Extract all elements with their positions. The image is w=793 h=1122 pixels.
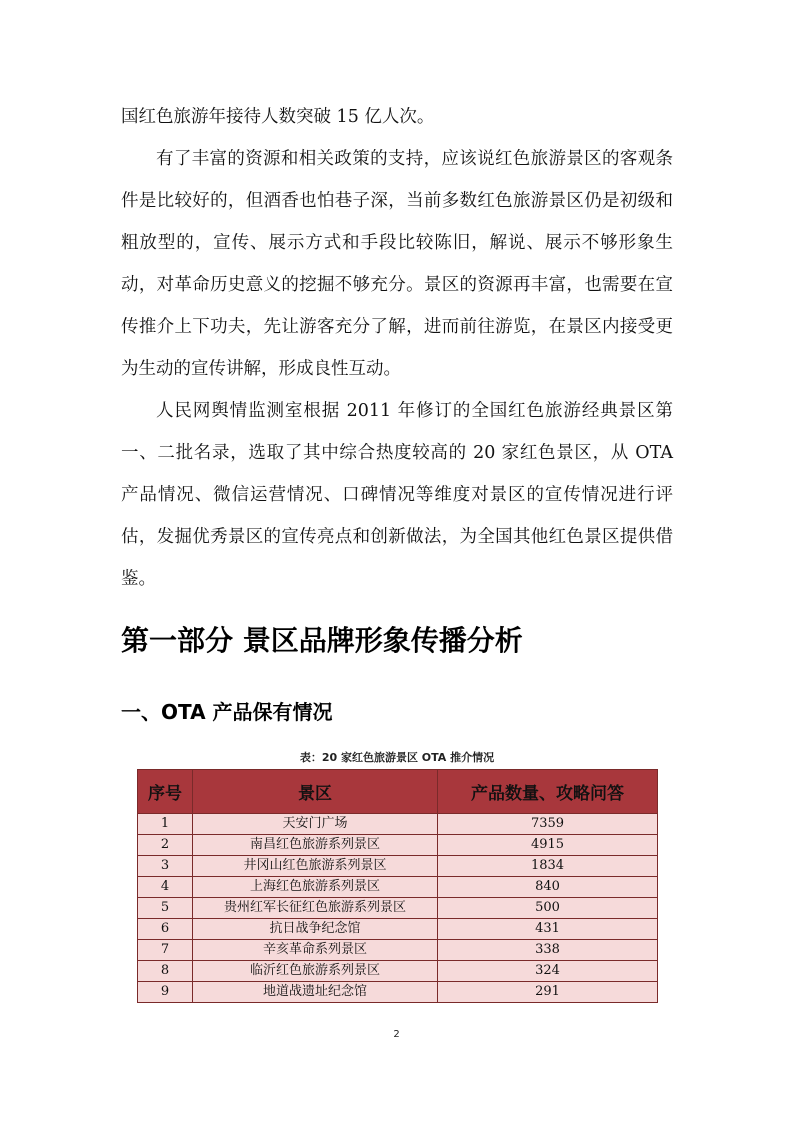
cell-index: 8 — [138, 961, 193, 982]
header-count: 产品数量、攻略问答 — [438, 770, 658, 814]
paragraph-2: 有了丰富的资源和相关政策的支持，应该说红色旅游景区的客观条件是比较好的，但酒香也怕巷子深，当前多数红色旅游景区仍是初级和粗放型的，宣传、展示方式和手段比较陈旧，解说、展示不够形象生动，对革命历史意义的挖掘不够充分。景区的资源再丰富，也需要在宣传推介上下功夫，先让游客充分了解，进而前往游览，在景区内接受更为生动的宣传讲解，形成良性互动。 — [121, 149, 673, 379]
cell-count: 291 — [438, 982, 658, 1003]
table-row — [138, 835, 658, 856]
cell-count: 324 — [438, 961, 658, 982]
cell-count: 1834 — [438, 856, 658, 877]
cell-scenic-area: 井冈山红色旅游系列景区 — [193, 856, 438, 877]
cell-index: 2 — [138, 835, 193, 856]
cell-index: 4 — [138, 877, 193, 898]
cell-scenic-area: 临沂红色旅游系列景区 — [193, 961, 438, 982]
cell-index: 6 — [138, 919, 193, 940]
page-number: 2 — [393, 1029, 400, 1040]
cell-count: 431 — [438, 919, 658, 940]
cell-scenic-area: 抗日战争纪念馆 — [193, 919, 438, 940]
cell-scenic-area: 上海红色旅游系列景区 — [193, 877, 438, 898]
cell-scenic-area: 辛亥革命系列景区 — [193, 940, 438, 961]
cell-count: 500 — [438, 898, 658, 919]
ota-table — [137, 769, 658, 1003]
cell-index: 3 — [138, 856, 193, 877]
section-title: 第一部分 景区品牌形象传播分析 — [121, 624, 523, 657]
table-row — [138, 814, 658, 835]
table-row — [138, 982, 658, 1003]
table-caption: 表：20 家红色旅游景区 OTA 推介情况 — [299, 751, 495, 764]
cell-index: 7 — [138, 940, 193, 961]
cell-scenic-area: 贵州红军长征红色旅游系列景区 — [193, 898, 438, 919]
paragraph-3: 人民网舆情监测室根据 2011 年修订的全国红色旅游经典景区第一、二批名录，选取了其中综合热度较高的 20 家红色景区，从 OTA 产品情况、微信运营情况、口碑情况等维度对景区的宣传情况进行评估，发掘优秀景区的宣传亮点和创新做法，为全国其他红色景区提供借鉴。 — [121, 401, 673, 589]
cell-index: 5 — [138, 898, 193, 919]
cell-index: 9 — [138, 982, 193, 1003]
cell-index: 1 — [138, 814, 193, 835]
subsection-title: 一、OTA 产品保有情况 — [121, 700, 333, 724]
cell-count: 4915 — [438, 835, 658, 856]
cell-count: 7359 — [438, 814, 658, 835]
cell-count: 338 — [438, 940, 658, 961]
cell-scenic-area: 南昌红色旅游系列景区 — [193, 835, 438, 856]
cell-scenic-area: 地道战遗址纪念馆 — [193, 982, 438, 1003]
table-row — [138, 919, 658, 940]
table-row — [138, 940, 658, 961]
cell-count: 840 — [438, 877, 658, 898]
table-row — [138, 856, 658, 877]
cell-scenic-area: 天安门广场 — [193, 814, 438, 835]
header-scenic-area: 景区 — [193, 770, 438, 814]
table-header-row — [138, 770, 658, 814]
header-index: 序号 — [138, 770, 193, 814]
paragraph-1: 国红色旅游年接待人数突破 15 亿人次。 — [121, 107, 435, 127]
table-row — [138, 961, 658, 982]
table-row — [138, 877, 658, 898]
table-row — [138, 898, 658, 919]
